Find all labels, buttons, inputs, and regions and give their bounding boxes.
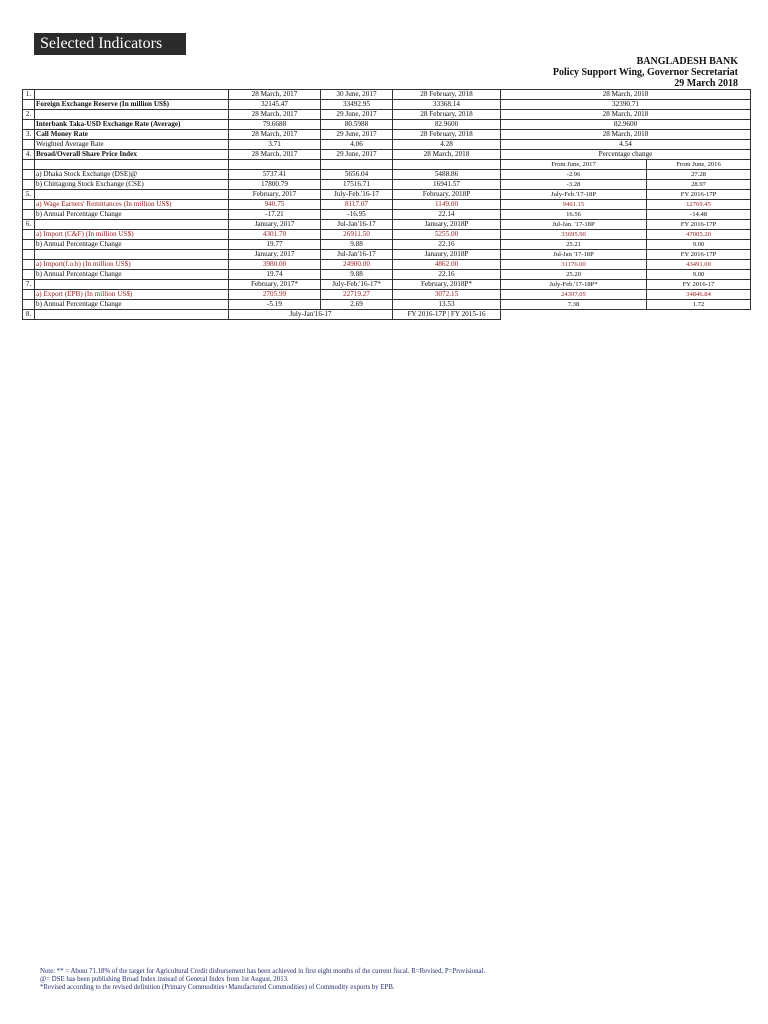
value-cell: 13.53 [393,300,501,310]
value-cell: Jul-Jan'16-17 [321,250,393,260]
row-number [23,170,35,180]
value-cell: 47005.20 [647,230,751,240]
value-cell: Jul-Jan '17-18P [501,250,647,260]
value-cell [321,160,393,170]
row-label: b) Annual Percentage Change [35,210,229,220]
value-cell: FY 2016-17P | FY 2015-16 [393,310,501,320]
value-cell: 82.9600 [393,120,501,130]
table-row [23,230,751,240]
row-label: a) Export (EPB) (In million US$) [35,290,229,300]
indicators-table [22,89,751,320]
value-cell: FY 2016-17 [647,280,751,290]
footnotes [40,968,750,992]
value-cell: 33492.95 [321,100,393,110]
value-cell: 2705.99 [229,290,321,300]
value-cell: -17.21 [229,210,321,220]
value-cell: 17800.79 [229,180,321,190]
value-cell: 31176.00 [501,260,647,270]
value-cell: 3.71 [229,140,321,150]
row-number [23,270,35,280]
row-number [23,240,35,250]
value-cell: 29 June, 2017 [321,110,393,120]
value-cell: July-Feb.'16-17* [321,280,393,290]
value-cell: 28 March, 2017 [229,90,321,100]
note-2: @= DSE has been publishing Broad Index instead of General Index from 1st August, 2013. [40,976,289,983]
row-number [23,200,35,210]
row-number [23,160,35,170]
row-number: 4. [23,150,35,160]
value-cell: Janaury, 2018P [393,250,501,260]
value-cell: -5.19 [229,300,321,310]
value-cell: 79.6688 [229,120,321,130]
value-cell: 9.88 [321,240,393,250]
row-label [35,160,229,170]
value-cell: July-Jan'16-17 [229,310,393,320]
value-cell: 16941.57 [393,180,501,190]
value-cell: -14.48 [647,210,751,220]
row-number [23,290,35,300]
row-number: 5. [23,190,35,200]
value-cell: 28 March, 2017 [229,150,321,160]
value-cell: January, 2017 [229,220,321,230]
value-cell: 22.16 [393,240,501,250]
row-label: Call Money Rate [35,130,229,140]
report-date: 29 March 2018 [674,78,738,89]
table-row [23,200,751,210]
table-row [23,220,751,230]
value-cell: 9.00 [647,240,751,250]
page-title: Selected Indicators [34,33,186,55]
value-cell: 1.72 [647,300,751,310]
value-cell: -3.28 [501,180,647,190]
value-cell: 28 March, 2018 [501,110,751,120]
row-number [23,100,35,110]
value-cell: 32390.71 [501,100,751,110]
value-cell: Jul-Jan'16-17 [321,220,393,230]
value-cell: 32145.47 [229,100,321,110]
row-label: b) Annual Percentage Change [35,300,229,310]
row-number: 2. [23,110,35,120]
value-cell: 9.00 [647,270,751,280]
value-cell: 25.21 [501,240,647,250]
value-cell: 9.88 [321,270,393,280]
value-cell: From June, 2016 [647,160,751,170]
value-cell: 4.28 [393,140,501,150]
value-cell: 4.06 [321,140,393,150]
row-label [35,310,229,320]
table-row [23,120,751,130]
value-cell: February, 2018P [393,190,501,200]
table-row [23,160,751,170]
row-label: a) Dhaka Stock Exchange (DSE)@ [35,170,229,180]
value-cell: 22719.27 [321,290,393,300]
table-row [23,180,751,190]
row-number [23,250,35,260]
row-number [23,300,35,310]
table-row [23,310,751,320]
value-cell: 33368.14 [393,100,501,110]
row-number [23,180,35,190]
org-name: BANGLADESH BANK [636,56,738,67]
row-label [35,110,229,120]
value-cell: 17516.71 [321,180,393,190]
row-number: 7. [23,280,35,290]
row-label: a) Wage Earners' Remittances (In million US$) [35,200,229,210]
table-row [23,140,751,150]
row-label: a) Import (C&F) (In million US$) [35,230,229,240]
value-cell: 34846.84 [647,290,751,300]
table-row [23,170,751,180]
value-cell: 16.56 [501,210,647,220]
row-label [35,220,229,230]
value-cell [393,160,501,170]
value-cell: 3980.00 [229,260,321,270]
table-row [23,300,751,310]
value-cell: From June, 2017 [501,160,647,170]
value-cell: 28 March, 2017 [229,110,321,120]
value-cell: 33695.90 [501,230,647,240]
value-cell: 19.74 [229,270,321,280]
table-row [23,130,751,140]
table-row [23,270,751,280]
value-cell: 940.75 [229,200,321,210]
value-cell: July-Feb.'17-18P* [501,280,647,290]
value-cell: 43491.00 [647,260,751,270]
value-cell: 5656.04 [321,170,393,180]
value-cell: 28.97 [647,180,751,190]
value-cell: 27.28 [647,170,751,180]
note-1: Note: ** = About 71.18% of the target for Agricultural Credit disbursement has been achieved in first eight months of the current fiscal. R=Revised, P=Provisional. [40,968,486,975]
value-cell: 28 February, 2018 [393,130,501,140]
value-cell: 28 March, 2017 [229,130,321,140]
row-label [35,250,229,260]
table-row [23,110,751,120]
value-cell: Percentage change [501,150,751,160]
value-cell: 22.14 [393,210,501,220]
value-cell: FY 2016-17P [647,220,751,230]
value-cell: 26911.50 [321,230,393,240]
row-label: Broad/Overall Share Price Index [35,150,229,160]
value-cell: 4862.00 [393,260,501,270]
value-cell: 5488.86 [393,170,501,180]
value-cell: 2.69 [321,300,393,310]
row-label: a) Import(f.o.b) (In million US$) [35,260,229,270]
value-cell: 9461.15 [501,200,647,210]
value-cell: 12769.45 [647,200,751,210]
row-number: 6. [23,220,35,230]
value-cell: FY 2016-17P [647,250,751,260]
value-cell: 24397.05 [501,290,647,300]
value-cell: July-Feb.'17-18P [501,190,647,200]
value-cell: 28 February, 2018 [393,110,501,120]
row-number: 1. [23,90,35,100]
value-cell: 5737.41 [229,170,321,180]
value-cell: 29 June, 2017 [321,150,393,160]
value-cell: 29 June, 2017 [321,130,393,140]
table-row [23,260,751,270]
value-cell: 22.16 [393,270,501,280]
value-cell: 28 March, 2018 [501,90,751,100]
row-number [23,260,35,270]
value-cell: 82.9600 [501,120,751,130]
row-label [35,90,229,100]
value-cell: 7.38 [501,300,647,310]
value-cell: 24900.00 [321,260,393,270]
value-cell: 25.20 [501,270,647,280]
row-label [35,280,229,290]
value-cell: Jul-Jan. '17-18P [501,220,647,230]
value-cell: July-Feb.'16-17 [321,190,393,200]
value-cell: January, 2017 [229,250,321,260]
table-row [23,290,751,300]
row-label: Interbank Taka-USD Exchange Rate (Average) [35,120,229,130]
value-cell: February, 2017 [229,190,321,200]
value-cell [229,160,321,170]
value-cell: 80.5988 [321,120,393,130]
value-cell: -16.95 [321,210,393,220]
value-cell: 8117.07 [321,200,393,210]
row-number [23,230,35,240]
row-number: 8. [23,310,35,320]
table-row [23,250,751,260]
row-label: b) Chittagong Stock Exchange (CSE) [35,180,229,190]
value-cell: February, 2018P* [393,280,501,290]
row-number [23,140,35,150]
row-label: b) Annual Percentage Change [35,270,229,280]
value-cell: 19.77 [229,240,321,250]
note-3: *Revised according to the revised definition (Primary Commodities+Manufactured Commodities) of Commodity exports by EPB. [40,984,395,991]
value-cell: FY 2016-17P [647,190,751,200]
row-label: b) Annual Percentage Change [35,240,229,250]
value-cell: 3072.15 [393,290,501,300]
value-cell: 30 June, 2017 [321,90,393,100]
table-row [23,280,751,290]
row-number: 3. [23,130,35,140]
org-header [553,56,738,89]
value-cell: 5255.00 [393,230,501,240]
value-cell: 4301.70 [229,230,321,240]
row-label: Foreign Exchange Reserve (In million US$) [35,100,229,110]
table-row [23,190,751,200]
row-label [35,190,229,200]
value-cell: 4.54 [501,140,751,150]
value-cell: 28 March, 2018 [393,150,501,160]
value-cell: January, 2018P [393,220,501,230]
table-row [23,90,751,100]
indicators-table-wrap [22,89,750,320]
value-cell: 28 March, 2018 [501,130,751,140]
value-cell: February, 2017* [229,280,321,290]
value-cell: 28 February, 2018 [393,90,501,100]
table-row [23,240,751,250]
org-wing: Policy Support Wing, Governor Secretariat [552,67,738,78]
row-number [23,210,35,220]
table-row [23,100,751,110]
value-cell: 1149.00 [393,200,501,210]
value-cell: -2.96 [501,170,647,180]
row-number [23,120,35,130]
table-row [23,150,751,160]
table-row [23,210,751,220]
row-label: Weighted Average Rate [35,140,229,150]
